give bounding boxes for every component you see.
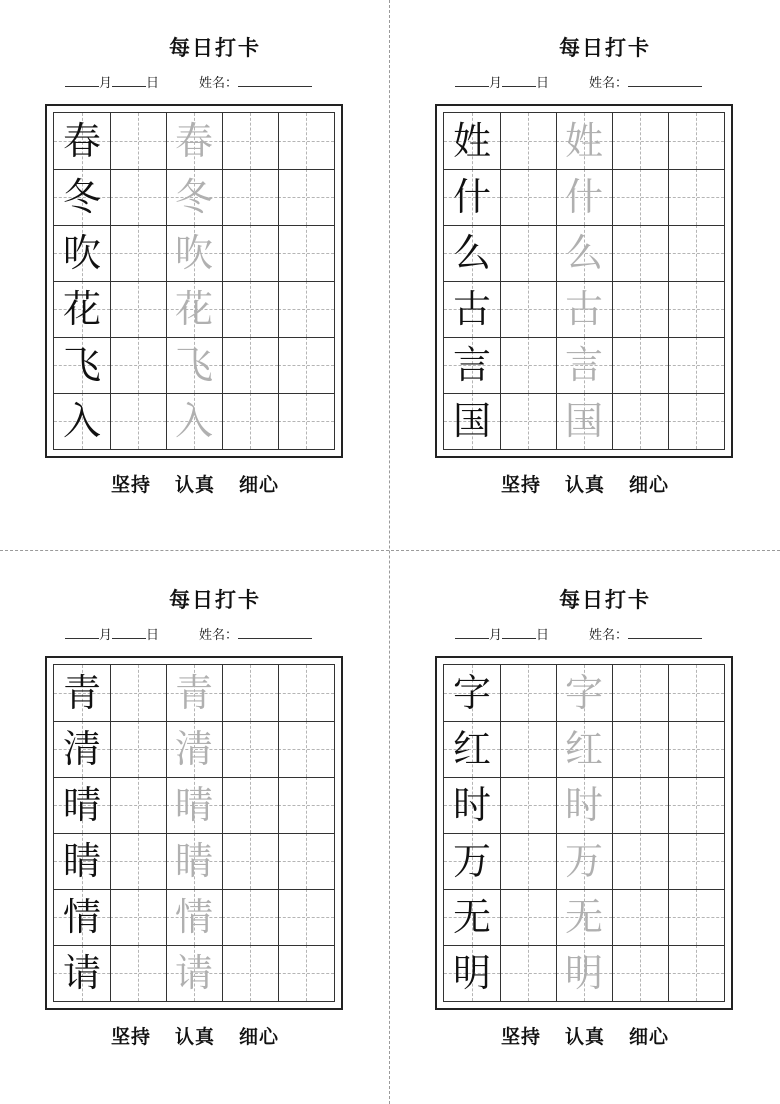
grid-cell[interactable] <box>222 833 278 889</box>
model-character: 睛 <box>62 839 101 883</box>
name-label: 姓名： <box>199 628 239 643</box>
practice-card <box>45 0 385 520</box>
grid-row <box>54 833 334 889</box>
day-blank[interactable] <box>112 72 146 87</box>
grid-row <box>444 833 724 889</box>
grid-cell[interactable] <box>222 889 278 945</box>
motto-word: 认真 <box>564 474 605 496</box>
grid-cell[interactable] <box>54 281 110 337</box>
grid-cell[interactable] <box>668 393 724 449</box>
grid-row <box>444 113 724 169</box>
writing-grid-frame <box>435 104 733 458</box>
grid-cell[interactable] <box>668 113 724 169</box>
grid-cell[interactable] <box>444 337 500 393</box>
grid-cell[interactable] <box>556 889 612 945</box>
grid-cell[interactable] <box>110 721 166 777</box>
grid-cell[interactable] <box>668 225 724 281</box>
grid-cell[interactable] <box>500 833 556 889</box>
model-character: 时 <box>452 783 491 827</box>
grid-cell[interactable] <box>166 833 222 889</box>
grid-cell[interactable] <box>222 169 278 225</box>
grid-cell[interactable] <box>166 889 222 945</box>
card-title: 每日打卡 <box>169 35 261 60</box>
trace-character: 言 <box>564 343 603 387</box>
day-blank[interactable] <box>502 624 536 639</box>
trace-character: 冬 <box>174 175 213 219</box>
name-label: 姓名： <box>199 76 239 91</box>
grid-cell[interactable] <box>222 281 278 337</box>
grid-cell[interactable] <box>110 169 166 225</box>
grid-cell[interactable] <box>500 945 556 1001</box>
model-character: 姓 <box>452 119 491 163</box>
model-character: 么 <box>452 231 491 275</box>
grid-cell[interactable] <box>166 721 222 777</box>
grid-cell[interactable] <box>54 337 110 393</box>
model-character: 情 <box>62 895 101 939</box>
motto-line <box>435 470 735 497</box>
grid-cell[interactable] <box>166 113 222 169</box>
grid-cell[interactable] <box>556 337 612 393</box>
name-blank[interactable] <box>628 624 702 639</box>
day-label: 日 <box>536 628 550 643</box>
grid-cell[interactable] <box>500 889 556 945</box>
model-character: 请 <box>62 951 101 995</box>
grid-cell[interactable] <box>500 777 556 833</box>
grid-cell[interactable] <box>110 113 166 169</box>
grid-row <box>54 225 334 281</box>
model-character: 古 <box>452 287 491 331</box>
grid-cell[interactable] <box>500 665 556 721</box>
model-character: 国 <box>452 399 491 443</box>
vertical-cut-line <box>389 0 390 1104</box>
grid-cell[interactable] <box>110 665 166 721</box>
grid-row <box>54 281 334 337</box>
grid-cell[interactable] <box>278 945 334 1001</box>
practice-card <box>435 552 775 1072</box>
month-blank[interactable] <box>455 72 489 87</box>
grid-cell[interactable] <box>668 945 724 1001</box>
grid-cell[interactable] <box>54 945 110 1001</box>
month-blank[interactable] <box>65 72 99 87</box>
day-label: 日 <box>146 76 160 91</box>
grid-cell[interactable] <box>166 169 222 225</box>
trace-character: 姓 <box>564 119 603 163</box>
grid-cell[interactable] <box>222 337 278 393</box>
grid-cell[interactable] <box>278 225 334 281</box>
grid-cell[interactable] <box>54 721 110 777</box>
grid-cell[interactable] <box>500 337 556 393</box>
month-label: 月 <box>99 628 113 643</box>
grid-cell[interactable] <box>278 281 334 337</box>
grid-cell[interactable] <box>444 777 500 833</box>
grid-row <box>54 337 334 393</box>
grid-row <box>444 945 724 1001</box>
model-character: 字 <box>452 671 491 715</box>
grid-cell[interactable] <box>500 721 556 777</box>
grid-cell[interactable] <box>612 945 668 1001</box>
grid-cell[interactable] <box>54 777 110 833</box>
grid-cell[interactable] <box>222 225 278 281</box>
motto-word: 认真 <box>564 1026 605 1048</box>
card-title: 每日打卡 <box>559 35 651 60</box>
grid-row <box>54 721 334 777</box>
grid-cell[interactable] <box>54 833 110 889</box>
grid-cell[interactable] <box>278 337 334 393</box>
grid-row <box>54 393 334 449</box>
grid-cell[interactable] <box>444 281 500 337</box>
grid-row <box>54 665 334 721</box>
model-character: 红 <box>452 727 491 771</box>
grid-cell[interactable] <box>556 393 612 449</box>
motto-word: 坚持 <box>500 474 541 496</box>
grid-cell[interactable] <box>444 721 500 777</box>
grid-row <box>444 393 724 449</box>
grid-cell[interactable] <box>222 665 278 721</box>
motto-word: 细心 <box>629 474 670 496</box>
motto-line <box>45 1022 345 1049</box>
grid-row <box>54 889 334 945</box>
grid-cell[interactable] <box>500 225 556 281</box>
model-character: 晴 <box>62 783 101 827</box>
grid-cell[interactable] <box>278 889 334 945</box>
motto-word: 认真 <box>174 474 215 496</box>
trace-character: 入 <box>174 399 213 443</box>
date-name-line <box>65 72 365 92</box>
month-label: 月 <box>99 76 113 91</box>
grid-cell[interactable] <box>222 113 278 169</box>
grid-row <box>444 169 724 225</box>
grid-row <box>444 777 724 833</box>
motto-line <box>435 1022 735 1049</box>
day-blank[interactable] <box>112 624 146 639</box>
trace-character: 古 <box>564 287 603 331</box>
model-character: 飞 <box>62 343 101 387</box>
month-label: 月 <box>489 628 503 643</box>
grid-cell[interactable] <box>110 833 166 889</box>
grid-cell[interactable] <box>612 665 668 721</box>
grid-cell[interactable] <box>612 225 668 281</box>
grid-cell[interactable] <box>500 113 556 169</box>
grid-cell[interactable] <box>444 113 500 169</box>
trace-character: 字 <box>564 671 603 715</box>
trace-character: 国 <box>564 399 603 443</box>
trace-character: 清 <box>174 727 213 771</box>
date-name-line <box>455 72 755 92</box>
grid-cell[interactable] <box>556 721 612 777</box>
grid-row <box>54 113 334 169</box>
model-character: 吹 <box>62 231 101 275</box>
grid-cell[interactable] <box>278 169 334 225</box>
motto-word: 坚持 <box>110 1026 151 1048</box>
grid-row <box>54 777 334 833</box>
grid-cell[interactable] <box>444 889 500 945</box>
grid-row <box>444 281 724 337</box>
name-blank[interactable] <box>628 72 702 87</box>
grid-cell[interactable] <box>612 889 668 945</box>
grid-cell[interactable] <box>166 777 222 833</box>
day-label: 日 <box>536 76 550 91</box>
grid-cell[interactable] <box>110 777 166 833</box>
grid-cell[interactable] <box>110 281 166 337</box>
grid-cell[interactable] <box>668 169 724 225</box>
writing-grid-frame <box>45 104 343 458</box>
writing-grid <box>53 112 335 450</box>
grid-row <box>54 169 334 225</box>
grid-cell[interactable] <box>612 169 668 225</box>
grid-cell[interactable] <box>54 665 110 721</box>
grid-cell[interactable] <box>222 945 278 1001</box>
motto-line <box>45 470 345 497</box>
grid-cell[interactable] <box>278 833 334 889</box>
motto-word: 细心 <box>239 474 280 496</box>
grid-row <box>444 337 724 393</box>
name-label: 姓名： <box>589 76 629 91</box>
trace-character: 晴 <box>174 783 213 827</box>
trace-character: 睛 <box>174 839 213 883</box>
writing-grid <box>443 664 725 1002</box>
grid-cell[interactable] <box>54 393 110 449</box>
trace-character: 时 <box>564 783 603 827</box>
grid-cell[interactable] <box>612 281 668 337</box>
grid-cell[interactable] <box>612 833 668 889</box>
card-title: 每日打卡 <box>559 587 651 612</box>
grid-cell[interactable] <box>110 945 166 1001</box>
trace-character: 万 <box>564 839 603 883</box>
grid-cell[interactable] <box>278 113 334 169</box>
trace-character: 飞 <box>174 343 213 387</box>
grid-cell[interactable] <box>668 833 724 889</box>
grid-cell[interactable] <box>278 393 334 449</box>
grid-cell[interactable] <box>110 225 166 281</box>
grid-cell[interactable] <box>54 889 110 945</box>
grid-cell[interactable] <box>444 169 500 225</box>
trace-character: 明 <box>564 951 603 995</box>
model-character: 花 <box>62 287 101 331</box>
grid-cell[interactable] <box>668 665 724 721</box>
grid-cell[interactable] <box>500 393 556 449</box>
grid-cell[interactable] <box>500 281 556 337</box>
grid-cell[interactable] <box>556 225 612 281</box>
grid-row <box>54 945 334 1001</box>
grid-cell[interactable] <box>166 665 222 721</box>
grid-cell[interactable] <box>444 225 500 281</box>
date-name-line <box>65 624 365 644</box>
grid-cell[interactable] <box>556 945 612 1001</box>
month-blank[interactable] <box>65 624 99 639</box>
grid-cell[interactable] <box>668 337 724 393</box>
practice-card <box>45 552 385 1072</box>
motto-word: 坚持 <box>500 1026 541 1048</box>
grid-cell[interactable] <box>612 113 668 169</box>
grid-cell[interactable] <box>668 889 724 945</box>
month-blank[interactable] <box>455 624 489 639</box>
grid-cell[interactable] <box>166 393 222 449</box>
grid-cell[interactable] <box>278 777 334 833</box>
grid-cell[interactable] <box>668 721 724 777</box>
grid-cell[interactable] <box>556 169 612 225</box>
trace-character: 请 <box>174 951 213 995</box>
trace-character: 情 <box>174 895 213 939</box>
model-character: 明 <box>452 951 491 995</box>
model-character: 万 <box>452 839 491 883</box>
grid-cell[interactable] <box>556 113 612 169</box>
trace-character: 青 <box>174 671 213 715</box>
grid-row <box>444 665 724 721</box>
trace-character: 花 <box>174 287 213 331</box>
trace-character: 无 <box>564 895 603 939</box>
card-title: 每日打卡 <box>169 587 261 612</box>
grid-cell[interactable] <box>166 281 222 337</box>
writing-grid <box>443 112 725 450</box>
writing-grid-frame <box>435 656 733 1010</box>
name-blank[interactable] <box>238 624 312 639</box>
grid-cell[interactable] <box>556 281 612 337</box>
grid-cell[interactable] <box>556 833 612 889</box>
model-character: 什 <box>452 175 491 219</box>
grid-cell[interactable] <box>668 777 724 833</box>
grid-cell[interactable] <box>556 665 612 721</box>
name-blank[interactable] <box>238 72 312 87</box>
grid-row <box>444 721 724 777</box>
grid-cell[interactable] <box>444 665 500 721</box>
grid-cell[interactable] <box>612 777 668 833</box>
grid-cell[interactable] <box>612 393 668 449</box>
grid-row <box>444 889 724 945</box>
model-character: 春 <box>62 119 101 163</box>
grid-cell[interactable] <box>612 721 668 777</box>
trace-character: 什 <box>564 175 603 219</box>
trace-character: 吹 <box>174 231 213 275</box>
motto-word: 细心 <box>239 1026 280 1048</box>
trace-character: 红 <box>564 727 603 771</box>
model-character: 入 <box>62 399 101 443</box>
grid-cell[interactable] <box>54 225 110 281</box>
grid-cell[interactable] <box>278 665 334 721</box>
grid-cell[interactable] <box>612 337 668 393</box>
motto-word: 细心 <box>629 1026 670 1048</box>
writing-grid <box>53 664 335 1002</box>
model-character: 无 <box>452 895 491 939</box>
grid-cell[interactable] <box>222 393 278 449</box>
grid-cell[interactable] <box>444 833 500 889</box>
grid-cell[interactable] <box>54 169 110 225</box>
writing-grid-frame <box>45 656 343 1010</box>
motto-word: 坚持 <box>110 474 151 496</box>
grid-cell[interactable] <box>166 945 222 1001</box>
model-character: 青 <box>62 671 101 715</box>
trace-character: 春 <box>174 119 213 163</box>
grid-row <box>444 225 724 281</box>
month-label: 月 <box>489 76 503 91</box>
grid-cell[interactable] <box>444 945 500 1001</box>
trace-character: 么 <box>564 231 603 275</box>
grid-cell[interactable] <box>222 721 278 777</box>
grid-cell[interactable] <box>668 281 724 337</box>
grid-cell[interactable] <box>110 889 166 945</box>
date-name-line <box>455 624 755 644</box>
grid-cell[interactable] <box>110 337 166 393</box>
motto-word: 认真 <box>174 1026 215 1048</box>
grid-cell[interactable] <box>222 777 278 833</box>
grid-cell[interactable] <box>166 337 222 393</box>
grid-cell[interactable] <box>278 721 334 777</box>
grid-cell[interactable] <box>54 113 110 169</box>
day-label: 日 <box>146 628 160 643</box>
grid-cell[interactable] <box>110 393 166 449</box>
model-character: 冬 <box>62 175 101 219</box>
model-character: 清 <box>62 727 101 771</box>
grid-cell[interactable] <box>500 169 556 225</box>
grid-cell[interactable] <box>166 225 222 281</box>
practice-card <box>435 0 775 520</box>
grid-cell[interactable] <box>556 777 612 833</box>
day-blank[interactable] <box>502 72 536 87</box>
model-character: 言 <box>452 343 491 387</box>
grid-cell[interactable] <box>444 393 500 449</box>
horizontal-cut-line <box>0 550 780 551</box>
name-label: 姓名： <box>589 628 629 643</box>
